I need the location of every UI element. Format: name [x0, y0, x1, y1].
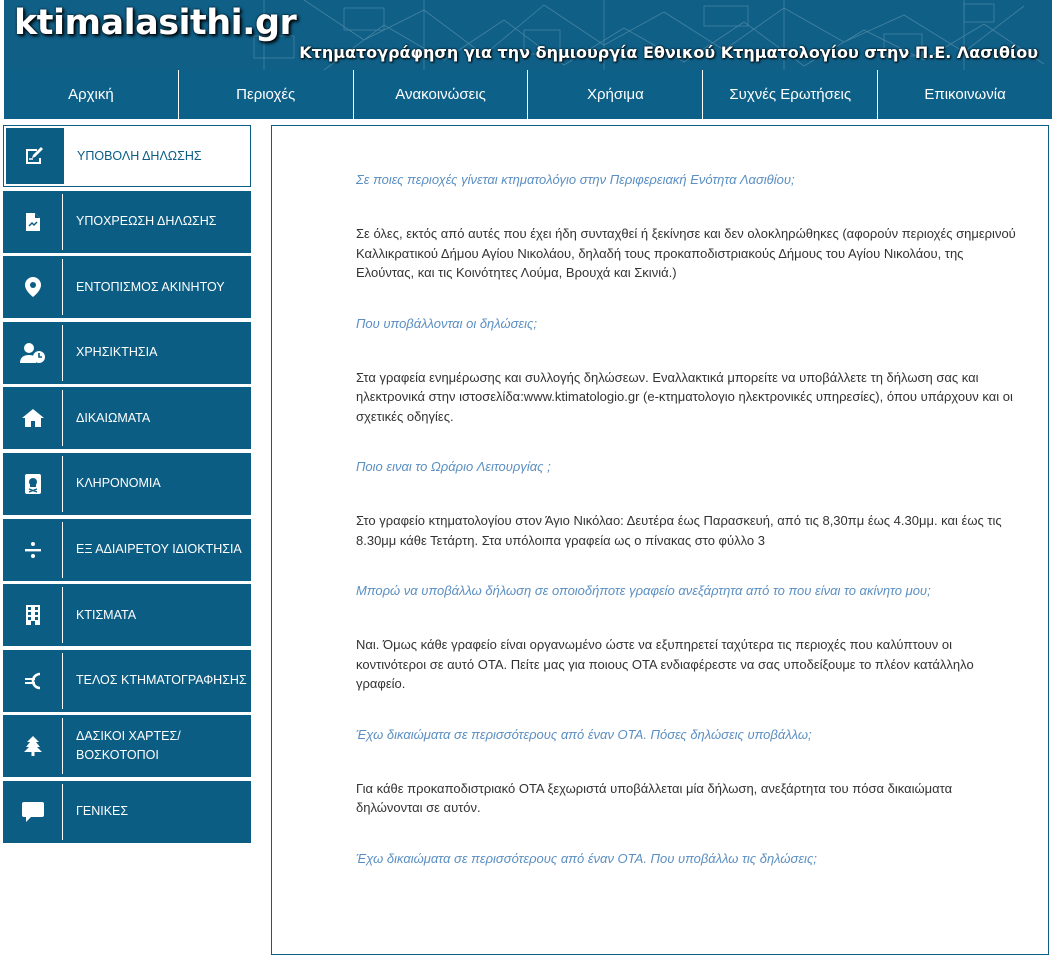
faq-question: Έχω δικαιώματα σε περισσότερους από έναν ΟΤΑ. Πόσες δηλώσεις υποβάλλω; — [356, 726, 812, 742]
nav-item-announcements[interactable]: Ανακοινώσεις — [353, 70, 528, 119]
sidebar-item-forest-maps[interactable] — [3, 715, 251, 777]
sidebar — [3, 125, 251, 847]
faq-answer: Ναι. Όμως κάθε γραφείο είναι οργανωμένο ώστε να εξυπηρετεί ταχύτερα τις περιοχές που καλύπτουν οι κοντινότεροι σε αυτό ΟΤΑ. Πείτε μας για ποιους ΟΤΑ ενδιαφέρεστε να σας υποδείξουμε το πλέον κατάλληλο γραφείο. — [356, 637, 974, 691]
sidebar-item-label: ΓΕΝΙΚΕΣ — [62, 784, 248, 840]
faq-question: Που υποβάλλονται οι δηλώσεις; — [356, 315, 537, 331]
file-icon — [4, 192, 62, 252]
euro-icon — [4, 651, 62, 711]
sidebar-item-label: ΕΞ ΑΔΙΑΙΡΕΤΟΥ ΙΔΙΟΚΤΗΣΙΑ — [62, 522, 248, 578]
nav-item-areas[interactable]: Περιοχές — [178, 70, 353, 119]
faq-question: Σε ποιες περιοχές γίνεται κτηματολόγιο στην Περιφερειακή Ενότητα Λασιθίου; — [356, 172, 795, 187]
faq-question: Έχω δικαιώματα σε περισσότερους από έναν ΟΤΑ. Που υποβάλλω τις δηλώσεις; — [356, 850, 817, 866]
user-clock-icon — [4, 323, 62, 383]
sidebar-item-label: ΤΕΛΟΣ ΚΤΗΜΑΤΟΓΡΑΦΗΣΗΣ — [62, 653, 248, 709]
divide-icon — [4, 520, 62, 580]
sidebar-item-rights[interactable] — [3, 387, 251, 449]
sidebar-item-label: ΥΠΟΧΡΕΩΣΗ ΔΗΛΩΣΗΣ — [62, 194, 248, 250]
nav-item-faq[interactable]: Συχνές Ερωτήσεις — [702, 70, 877, 119]
edit-document-icon — [6, 128, 64, 184]
faq-answer: Στα γραφεία ενημέρωσης και συλλογής δηλώσεων. Εναλλακτικά μπορείτε να υποβάλλετε τη δήλωση σας και ηλεκτρονικά στην ιστοσελίδα:www.ktimatologio.gr (e-κτηματολογιο ηλεκτρονικές υπηρεσίες), όπου υπάρχουν και οι σχετικές οδηγίες. — [356, 369, 1013, 424]
tree-icon — [4, 716, 62, 776]
sidebar-item-declaration-obligation[interactable] — [3, 191, 251, 253]
nav-item-useful[interactable]: Χρήσιμα — [527, 70, 702, 119]
sidebar-item-usucaption[interactable] — [3, 322, 251, 384]
book-skull-icon — [4, 454, 62, 514]
nav-item-contact[interactable]: Επικοινωνία — [877, 70, 1052, 119]
comment-icon — [4, 782, 62, 842]
site-subtitle: Κτηματογράφηση για την δημιουργία Εθνικού Κτηματολογίου στην Π.Ε. Λασιθίου — [299, 43, 1038, 62]
faq-question: Μπορώ να υποβάλλω δήλωση σε οποιοδήποτε γραφείο ανεξάρτητα από το που είναι το ακίνητο μου; — [356, 583, 931, 598]
faq-answer: Για κάθε προκαποδιστριακό ΟΤΑ ξεχωριστά υποβάλλεται μία δήλωση, ανεξάρτητα του πόσα δικαιώματα δηλώνονται σε αυτόν. — [356, 780, 953, 815]
map-pin-icon — [4, 257, 62, 317]
sidebar-item-inheritance[interactable] — [3, 453, 251, 515]
faq-answer: Σε όλες, εκτός από αυτές που έχει ήδη συνταχθεί ή ξεκίνησε και δεν ολοκληρώθηκες (αφορούν περιοχές σημερινού Καλλικρατικού Δήμου Αγίου Νικολάου, δηλαδή τους προκαποδιστριακούς Δήμους του Αγίου Νικολάου, της Ελούντας, και τις Κοινότητες Λούμα, Βρουχά και Σκινιά.) — [356, 226, 1016, 280]
sidebar-item-buildings[interactable] — [3, 584, 251, 646]
site-title[interactable]: ktimalasithi.gr — [14, 3, 297, 43]
home-icon — [4, 388, 62, 448]
faq-list — [356, 170, 1016, 869]
sidebar-item-label: ΥΠΟΒΟΛΗ ΔΗΛΩΣΗΣ — [64, 128, 248, 184]
site-header — [4, 0, 1052, 70]
sidebar-item-label: ΔΙΚΑΙΩΜΑΤΑ — [62, 390, 248, 446]
sidebar-item-general[interactable] — [3, 781, 251, 843]
faq-answer: Στο γραφείο κτηματολογίου στον Άγιο Νικόλαο: Δευτέρα έως Παρασκευή, από τις 8,30πμ έως 4.30μμ. και έως τις 8.30μμ κάθε Τετάρτη. Στα υπόλοιπα γραφεία ως ο πίνακας στο φύλλο 3 — [356, 513, 1002, 548]
sidebar-item-label: ΕΝΤΟΠΙΣΜΟΣ ΑΚΙΝΗΤΟΥ — [62, 259, 248, 315]
nav-item-home[interactable]: Αρχική — [68, 86, 114, 103]
sidebar-item-label: ΔΑΣΙΚΟΙ ΧΑΡΤΕΣ/ΒΟΣΚΟΤΟΠΟΙ — [62, 718, 248, 774]
sidebar-item-submit-declaration[interactable] — [3, 125, 251, 187]
building-icon — [4, 585, 62, 645]
faq-panel — [271, 125, 1049, 955]
sidebar-item-mapping-fee[interactable] — [3, 650, 251, 712]
faq-question: Ποιο ειναι το Ωράριο Λειτουργίας ; — [356, 459, 551, 474]
sidebar-item-label: ΚΤΙΣΜΑΤΑ — [62, 587, 248, 643]
sidebar-item-undivided-ownership[interactable] — [3, 519, 251, 581]
main-nav — [4, 70, 1052, 119]
sidebar-item-label: ΧΡΗΣΙΚΤΗΣΙΑ — [62, 325, 248, 381]
sidebar-item-property-location[interactable] — [3, 256, 251, 318]
sidebar-item-label: ΚΛΗΡΟΝΟΜΙΑ — [62, 456, 248, 512]
